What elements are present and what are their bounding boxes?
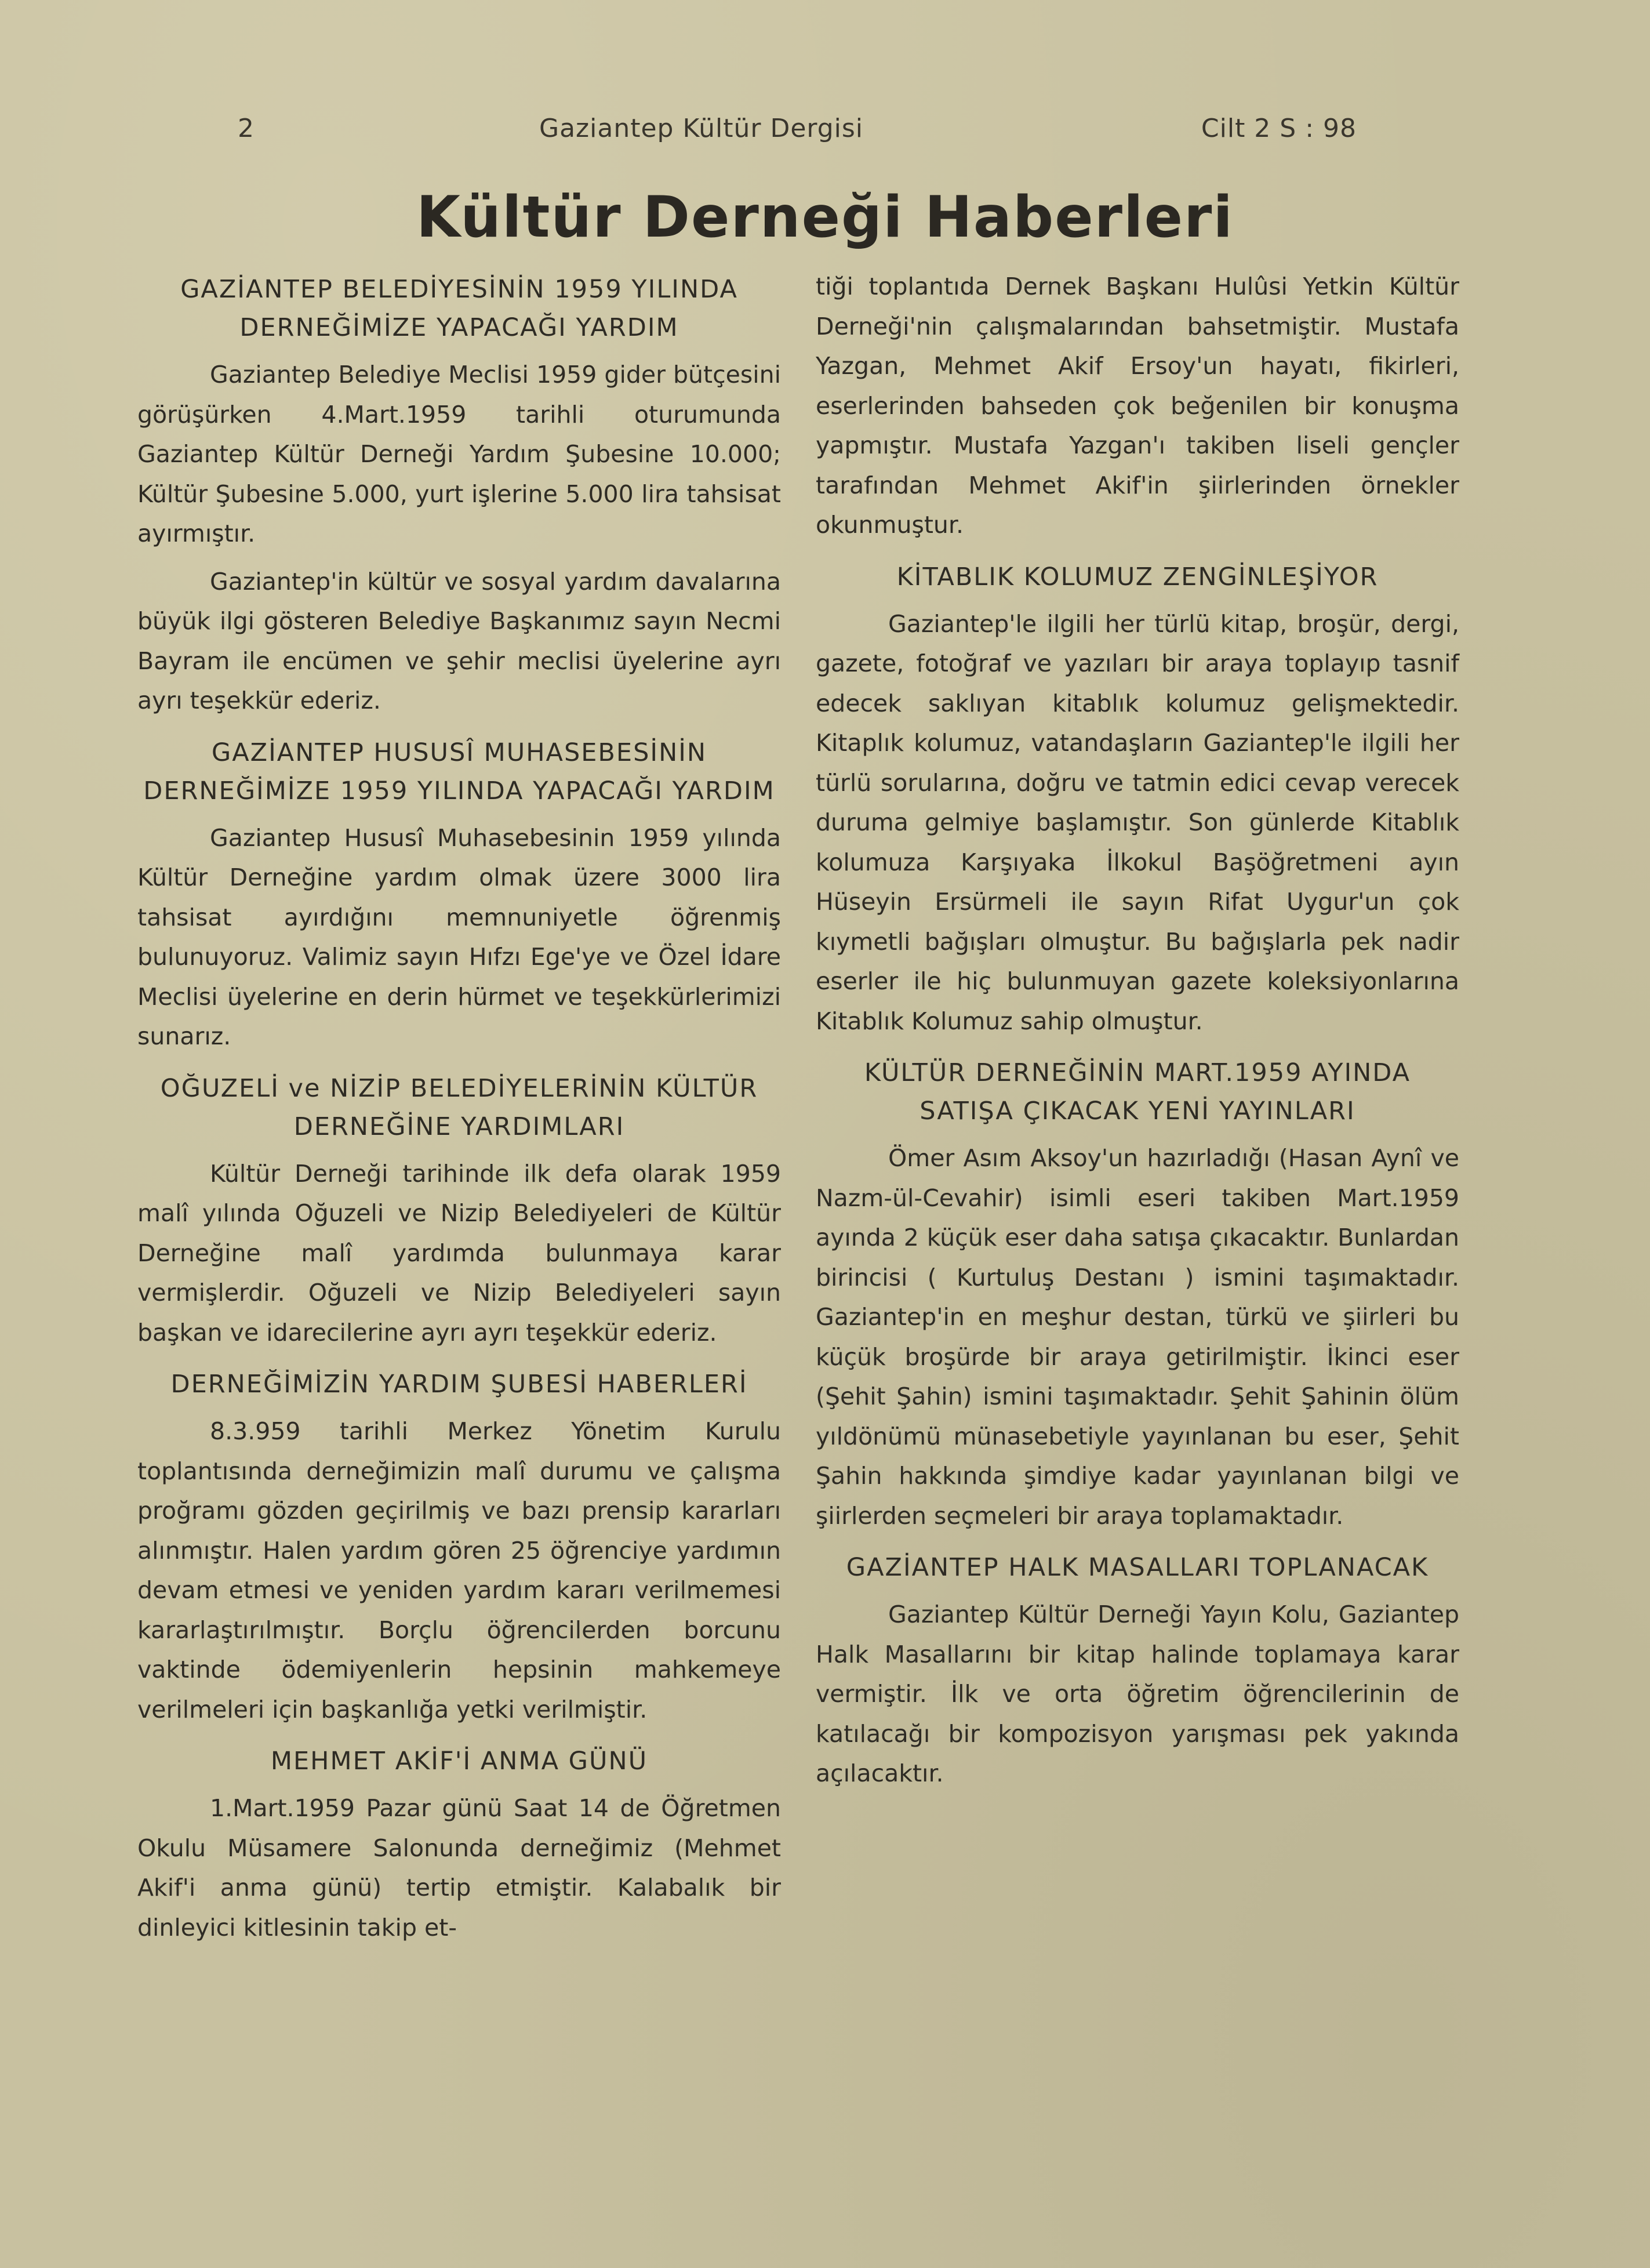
running-header [238, 114, 1357, 154]
section-heading-yeni-yayinlar: KÜLTÜR DERNEĞİNİN MART.1959 AYINDA SATIŞA ÇIKACAK YENİ YAYINLARI [864, 1058, 1411, 1126]
left-column [137, 267, 781, 1960]
section-heading-yardim-subesi: DERNEĞİMİZİN YARDIM ŞUBESİ HABERLERİ [170, 1370, 748, 1399]
section-heading-kitablik: KİTABLIK KOLUMUZ ZENGİNLEŞİYOR [896, 562, 1379, 592]
right-column [816, 267, 1459, 1806]
continued-paragraph: tiği toplantıda Dernek Başkanı Hulûsi Yetkin Kültür Derneği'nin çalışmalarından bahsetmiştir. Mustafa Yazgan, Mehmet Akif Ersoy'un hayatı, fikirleri, eserlerinden bahseden çok beğenilen bir konuşma yapmıştır. Mustafa Yazgan'ı takiben liseli gençler tarafından Mehmet Akif'in şiirlerinden örnekler okunmuştur. [816, 273, 1459, 539]
paragraph: Ömer Asım Aksoy'un hazırladığı (Hasan Aynî ve Nazm-ül-Cevahir) isimli eseri takiben Mart.1959 ayında 2 küçük eser daha satışa çıkacaktır. Bunlardan birincisi ( Kurtuluş Destanı ) ismini taşımaktadır. Gaziantep'in en meşhur destan, türkü ve şiirleri bu küçük broşürde bir araya getirilmiştir. İkinci eser (Şehit Şahin) ismini taşımaktadır. Şehit Şahinin ölüm yıldönümü münasebetiyle yayınlanan bu eser, Şehit Şahin hakkında şimdiye kadar yayınlanan bilgi ve şiirlerden seçmeleri bir araya toplamaktadır. [816, 1144, 1459, 1530]
paragraph: Gaziantep Kültür Derneği Yayın Kolu, Gaziantep Halk Masallarını bir kitap halinde toplamaya karar vermiştir. İlk ve orta öğretim öğrencilerinin de katılacağı bir kompozisyon yarışması pek yakında açılacaktır. [816, 1601, 1459, 1787]
page-title: Kültür Derneği Haberleri [416, 184, 1234, 251]
section-heading-belediye: GAZİANTEP BELEDİYESİNİN 1959 YILINDA DERNEĞİMİZE YAPACAĞI YARDIM [180, 275, 738, 342]
paragraph: Gaziantep Hususî Muhasebesinin 1959 yılında Kültür Derneğine yardım olmak üzere 3000 lira tahsisat ayırdığını memnuniyetle öğrenmiş bulunuyoruz. Valimiz sayın Hıfzı Ege'ye ve Özel İdare Meclisi üyelerine en derin hürmet ve teşekkürlerimizi sunarız. [137, 823, 781, 1050]
paragraph: Gaziantep'in kültür ve sosyal yardım davalarına büyük ilgi gösteren Belediye Başkanımız sayın Necmi Bayram ile encümen ve şehir meclisi üyelerine ayrı ayrı teşekkür ederiz. [137, 567, 781, 714]
section-heading-oguzeli-nizip: OĞUZELİ ve NİZİP BELEDİYELERİNİN KÜLTÜR DERNEĞİNE YARDIMLARI [160, 1073, 758, 1141]
page-number: 2 [238, 114, 255, 143]
section-heading-hususi-muhasebe: GAZİANTEP HUSUSÎ MUHASEBESİNİN DERNEĞİMİZE 1959 YILINDA YAPACAĞI YARDIM [143, 738, 775, 805]
paragraph: Gaziantep Belediye Meclisi 1959 gider bütçesini görüşürken 4.Mart.1959 tarihli oturumunda Gaziantep Kültür Derneği Yardım Şubesine 10.000; Kültür Şubesine 5.000, yurt işlerine 5.000 lira tahsisat ayırmıştır. [137, 361, 781, 547]
paragraph: 8.3.959 tarihli Merkez Yönetim Kurulu toplantısında derneğimizin malî durumu ve çalışma proğramı gözden geçirilmiş ve bazı prensip kararları alınmıştır. Halen yardım gören 25 öğrenciye yardımın devam etmesi ve yeniden yardım kararı verilmemesi kararlaştırılmıştır. Borçlu öğrencilerden borcunu vaktinde ödemiyenlerin hepsinin mahkemeye verilmeleri için başkanlığa yetki verilmiştir. [137, 1417, 781, 1723]
volume-issue: Cilt 2 S : 98 [1201, 114, 1357, 143]
paragraph: Gaziantep'le ilgili her türlü kitap, broşür, dergi, gazete, fotoğraf ve yazıları bir araya toplayıp tasnif edecek saklıyan kitablık kolumuz gelişmektedir. Kitaplık kolumuz, vatandaşların Gaziantep'le ilgili her türlü sorularına, doğru ve tatmin edici cevap verecek duruma gelmiye başlamıştır. Son günlerde Kitablık kolumuza Karşıyaka İlkokul Başöğretmeni ayın Hüseyin Ersürmeli ile sayın Rifat Uygur'un çok kıymetli bağışları olmuştur. Bu bağışlarla pek nadir eserler ile hiç bulunmuyan gazete koleksiyonlarına Kitablık Kolumuz sahip olmuştur. [816, 609, 1459, 1035]
paragraph: Kültür Derneği tarihinde ilk defa olarak 1959 malî yılında Oğuzeli ve Nizip Belediyeleri de Kültür Derneğine malî yardımda bulunmaya karar vermişlerdir. Oğuzeli ve Nizip Belediyeleri sayın başkan ve idarecilerine ayrı ayrı teşekkür ederiz. [137, 1159, 781, 1347]
journal-name: Gaziantep Kültür Dergisi [539, 114, 864, 143]
paragraph: 1.Mart.1959 Pazar günü Saat 14 de Öğretmen Okulu Müsamere Salonunda derneğimiz (Mehmet Akif'i anma günü) tertip etmiştir. Kalabalık bir dinleyici kitlesinin takip et- [137, 1794, 781, 1942]
section-heading-halk-masallari: GAZİANTEP HALK MASALLARI TOPLANACAK [846, 1553, 1429, 1582]
section-heading-mehmet-akif: MEHMET AKİF'İ ANMA GÜNÜ [270, 1747, 648, 1776]
